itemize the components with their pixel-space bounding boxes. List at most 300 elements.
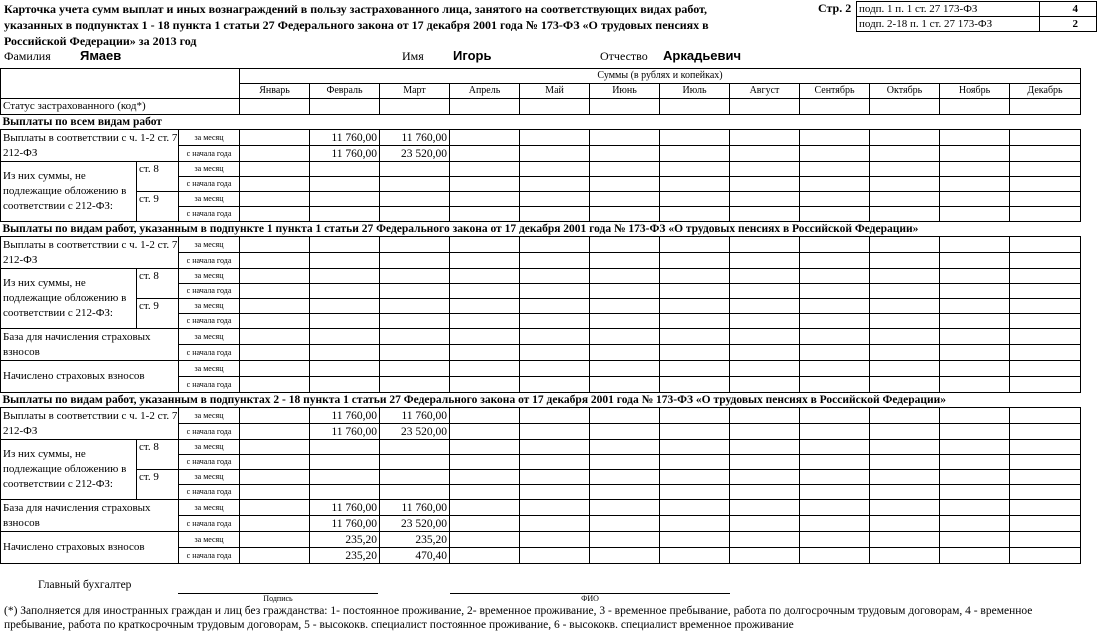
sub-month: за месяц xyxy=(179,500,240,516)
amount-cell xyxy=(450,500,520,516)
amount-cell xyxy=(240,470,310,485)
amount-cell xyxy=(940,440,1010,455)
amount-cell xyxy=(520,146,590,162)
section-title: Выплаты по всем видам работ xyxy=(1,115,1081,130)
amount-cell xyxy=(870,130,940,146)
amount-cell xyxy=(450,424,520,440)
amount-cell xyxy=(1010,237,1081,253)
amount-cell xyxy=(870,269,940,284)
amount-cell xyxy=(450,516,520,532)
amount-cell xyxy=(590,237,660,253)
amount-cell xyxy=(240,548,310,564)
amount-cell xyxy=(870,455,940,470)
amount-cell xyxy=(240,516,310,532)
name-label: Имя xyxy=(402,49,424,63)
sub-ytd: с начала года xyxy=(179,516,240,532)
amount-cell xyxy=(380,314,450,329)
amount-cell xyxy=(590,162,660,177)
amount-cell xyxy=(870,548,940,564)
amount-cell: 11 760,00 xyxy=(310,408,380,424)
amount-cell xyxy=(520,177,590,192)
table-row xyxy=(1,500,1081,516)
amount-cell xyxy=(380,284,450,299)
amount-cell: 23 520,00 xyxy=(380,516,450,532)
amount-cell xyxy=(1010,548,1081,564)
amount-cell xyxy=(800,192,870,207)
table-row xyxy=(1,361,1081,377)
amount-cell xyxy=(1010,345,1081,361)
amount-cell xyxy=(450,253,520,269)
amount-cell xyxy=(730,99,800,115)
amount-cell xyxy=(800,207,870,222)
table-row xyxy=(1,222,1081,237)
table-row xyxy=(1,162,1081,177)
sub-month: за месяц xyxy=(179,329,240,345)
amount-cell xyxy=(590,345,660,361)
amount-cell xyxy=(870,177,940,192)
amount-cell xyxy=(940,314,1010,329)
amount-cell xyxy=(940,455,1010,470)
amount-cell xyxy=(590,329,660,345)
st8-label: ст. 8 xyxy=(137,440,179,470)
table-row xyxy=(1,69,1081,84)
amount-cell xyxy=(940,532,1010,548)
amount-cell xyxy=(800,177,870,192)
amount-cell: 11 760,00 xyxy=(310,516,380,532)
amount-cell xyxy=(240,146,310,162)
amount-cell xyxy=(800,345,870,361)
amount-cell xyxy=(520,237,590,253)
amount-cell xyxy=(940,192,1010,207)
amount-cell xyxy=(380,440,450,455)
amount-cell xyxy=(1010,146,1081,162)
month-header: Декабрь xyxy=(1010,84,1081,99)
sub-month: за месяц xyxy=(179,237,240,253)
amount-cell xyxy=(240,329,310,345)
amount-cell: 11 760,00 xyxy=(380,130,450,146)
amount-cell xyxy=(520,314,590,329)
amount-cell xyxy=(590,361,660,377)
amount-cell xyxy=(450,314,520,329)
amount-cell xyxy=(450,162,520,177)
table-row xyxy=(1,329,1081,345)
amount-cell xyxy=(940,470,1010,485)
amount-cell xyxy=(520,192,590,207)
amount-cell xyxy=(1010,361,1081,377)
amount-cell xyxy=(940,548,1010,564)
amount-cell xyxy=(520,130,590,146)
amount-cell xyxy=(240,485,310,500)
amount-cell xyxy=(240,532,310,548)
amount-cell xyxy=(940,424,1010,440)
amount-cell xyxy=(730,329,800,345)
amount-cell xyxy=(590,408,660,424)
amount-cell xyxy=(800,455,870,470)
month-header: Июль xyxy=(660,84,730,99)
amount-cell xyxy=(310,455,380,470)
amount-cell: 23 520,00 xyxy=(380,424,450,440)
amount-cell xyxy=(240,440,310,455)
amount-cell xyxy=(730,177,800,192)
amount-cell xyxy=(590,500,660,516)
amount-cell xyxy=(240,500,310,516)
amount-cell xyxy=(450,329,520,345)
month-header: Август xyxy=(730,84,800,99)
exempt-label: Из них суммы, не подлежащие обложению в соответствии с 212-ФЗ: xyxy=(1,269,137,329)
amount-cell xyxy=(310,485,380,500)
amount-cell xyxy=(310,329,380,345)
article-reference-table xyxy=(856,1,1097,32)
amount-cell xyxy=(1010,162,1081,177)
amount-cell xyxy=(450,455,520,470)
amount-cell xyxy=(940,284,1010,299)
amount-cell xyxy=(800,470,870,485)
amount-cell xyxy=(450,532,520,548)
amount-cell xyxy=(590,485,660,500)
amount-cell xyxy=(240,377,310,393)
amount-cell xyxy=(660,361,730,377)
amount-cell xyxy=(730,253,800,269)
amount-cell xyxy=(590,269,660,284)
sub-month: за месяц xyxy=(179,192,240,207)
amount-cell: 11 760,00 xyxy=(310,500,380,516)
amount-cell xyxy=(800,299,870,314)
sub-ytd: с начала года xyxy=(179,424,240,440)
amount-cell xyxy=(870,299,940,314)
sub-month: за месяц xyxy=(179,361,240,377)
table-row xyxy=(1,115,1081,130)
amount-cell xyxy=(450,470,520,485)
sub-ytd: с начала года xyxy=(179,146,240,162)
amount-cell xyxy=(940,299,1010,314)
amount-cell xyxy=(240,361,310,377)
amount-cell xyxy=(1010,269,1081,284)
amount-cell xyxy=(940,500,1010,516)
amount-cell: 23 520,00 xyxy=(380,146,450,162)
amount-cell xyxy=(660,455,730,470)
amount-cell: 470,40 xyxy=(380,548,450,564)
sub-month: за месяц xyxy=(179,440,240,455)
amount-cell xyxy=(870,377,940,393)
page-number-label: Стр. 2 xyxy=(818,1,852,15)
amount-cell xyxy=(730,361,800,377)
amount-cell xyxy=(870,284,940,299)
amount-cell xyxy=(730,377,800,393)
amount-cell xyxy=(730,345,800,361)
st9-label: ст. 9 xyxy=(137,192,179,222)
amount-cell xyxy=(940,345,1010,361)
amount-cell xyxy=(660,299,730,314)
amount-cell: 11 760,00 xyxy=(380,408,450,424)
amount-cell xyxy=(590,424,660,440)
amount-cell xyxy=(940,377,1010,393)
amount-cell xyxy=(240,130,310,146)
amount-cell xyxy=(660,207,730,222)
amount-cell xyxy=(380,99,450,115)
amount-cell xyxy=(590,207,660,222)
amount-cell xyxy=(520,284,590,299)
table-row xyxy=(1,99,1081,115)
amount-cell xyxy=(1010,424,1081,440)
amount-cell xyxy=(380,361,450,377)
patronymic-label: Отчество xyxy=(600,49,648,63)
amount-cell xyxy=(450,146,520,162)
amount-cell: 235,20 xyxy=(310,532,380,548)
amount-cell xyxy=(1010,99,1081,115)
amount-cell xyxy=(520,424,590,440)
amount-cell xyxy=(870,207,940,222)
amount-cell xyxy=(240,207,310,222)
sub-ytd: с начала года xyxy=(179,548,240,564)
sub-month: за месяц xyxy=(179,408,240,424)
amount-cell xyxy=(1010,516,1081,532)
amount-cell xyxy=(590,99,660,115)
amount-cell xyxy=(590,177,660,192)
amount-cell xyxy=(450,361,520,377)
amount-cell xyxy=(590,470,660,485)
amount-cell xyxy=(590,455,660,470)
amount-cell xyxy=(800,424,870,440)
amount-cell xyxy=(940,177,1010,192)
sub-ytd: с начала года xyxy=(179,314,240,329)
amount-cell xyxy=(800,516,870,532)
amount-cell xyxy=(940,130,1010,146)
payments-label: Выплаты в соответствии с ч. 1-2 ст. 7 212-ФЗ xyxy=(1,130,179,162)
amount-cell xyxy=(310,470,380,485)
amount-cell xyxy=(660,548,730,564)
amount-cell xyxy=(590,192,660,207)
amount-cell xyxy=(240,408,310,424)
sub-ytd: с начала года xyxy=(179,377,240,393)
amount-cell xyxy=(730,440,800,455)
amount-cell xyxy=(380,207,450,222)
amount-cell xyxy=(800,500,870,516)
amount-cell xyxy=(310,269,380,284)
amount-cell xyxy=(450,299,520,314)
amount-cell xyxy=(730,269,800,284)
sub-ytd: с начала года xyxy=(179,455,240,470)
amount-cell xyxy=(520,162,590,177)
amount-cell xyxy=(520,361,590,377)
sub-month: за месяц xyxy=(179,130,240,146)
sub-month: за месяц xyxy=(179,470,240,485)
amount-cell xyxy=(310,299,380,314)
amount-cell xyxy=(800,237,870,253)
amount-cell xyxy=(310,253,380,269)
amount-cell xyxy=(590,253,660,269)
table-row xyxy=(1,130,1081,146)
base-label: База для начисления страховых взносов xyxy=(1,329,179,361)
surname-label: Фамилия xyxy=(4,49,51,63)
amount-cell xyxy=(380,345,450,361)
st8-label: ст. 8 xyxy=(137,162,179,192)
footnote: (*) Заполняется для иностранных граждан и лиц без гражданства: 1- постоянное проживание, 2- временное проживание, 3 - временное пребывание, работа по долгосрочным трудовым договорам, 4 - временное пребывание, работа по краткосрочным трудовым договорам, 5 - высококв. специалист постоянное проживание, 6 - высококв. специалист временное проживание xyxy=(4,605,1033,631)
amount-cell xyxy=(660,329,730,345)
sub-month: за месяц xyxy=(179,532,240,548)
amount-cell xyxy=(730,130,800,146)
amount-cell xyxy=(450,440,520,455)
amount-cell xyxy=(660,146,730,162)
table-row xyxy=(1,192,1081,207)
amount-cell xyxy=(1010,532,1081,548)
month-header: Февраль xyxy=(310,84,380,99)
amount-cell xyxy=(940,485,1010,500)
amount-cell xyxy=(870,424,940,440)
amount-cell xyxy=(940,99,1010,115)
sub-month: за месяц xyxy=(179,269,240,284)
amount-cell xyxy=(520,345,590,361)
amount-cell xyxy=(240,162,310,177)
amount-cell xyxy=(730,314,800,329)
amount-cell xyxy=(380,253,450,269)
amount-cell xyxy=(310,237,380,253)
payments-table xyxy=(0,68,1081,564)
amount-cell xyxy=(1010,207,1081,222)
amount-cell xyxy=(520,207,590,222)
card-title: Карточка учета сумм выплат и иных вознаграждений в пользу застрахованного лица, занятого на соответствующих видах работ, указанных в подпунктах 1 - 18 пункта 1 статьи 27 Федерального закона от 17 декабря 2001 года № 173-ФЗ «О трудовых пенсиях в Российской Федерации» за 2013 год xyxy=(4,2,709,48)
amount-cell xyxy=(870,99,940,115)
amount-cell xyxy=(940,269,1010,284)
amount-cell xyxy=(870,470,940,485)
amount-cell xyxy=(1010,192,1081,207)
amount-cell xyxy=(520,299,590,314)
amount-cell xyxy=(310,192,380,207)
amount-cell xyxy=(800,361,870,377)
amount-cell: 235,20 xyxy=(380,532,450,548)
sums-caption: Суммы (в рублях и копейках) xyxy=(240,69,1081,84)
amount-cell xyxy=(520,470,590,485)
amount-cell xyxy=(310,361,380,377)
amount-cell xyxy=(310,162,380,177)
amount-cell xyxy=(310,284,380,299)
amount-cell xyxy=(240,192,310,207)
amount-cell xyxy=(240,345,310,361)
table-row xyxy=(1,237,1081,253)
amount-cell xyxy=(660,314,730,329)
patronymic-value: Аркадьевич xyxy=(663,48,742,63)
st9-label: ст. 9 xyxy=(137,299,179,329)
table-row xyxy=(1,299,1081,314)
accrued-label: Начислено страховых взносов xyxy=(1,361,179,393)
status-label: Статус застрахованного (код*) xyxy=(1,99,240,115)
amount-cell xyxy=(380,485,450,500)
amount-cell xyxy=(590,299,660,314)
amount-cell xyxy=(660,130,730,146)
amount-cell xyxy=(660,269,730,284)
amount-cell xyxy=(730,162,800,177)
amount-cell xyxy=(940,408,1010,424)
amount-cell xyxy=(450,130,520,146)
amount-cell xyxy=(870,253,940,269)
chief-accountant-label: Главный бухгалтер xyxy=(38,579,132,591)
surname-value: Ямаев xyxy=(80,48,122,63)
st8-label: ст. 8 xyxy=(137,269,179,299)
amount-cell: 11 760,00 xyxy=(380,500,450,516)
amount-cell xyxy=(380,377,450,393)
sub-ytd: с начала года xyxy=(179,253,240,269)
month-header: Сентябрь xyxy=(800,84,870,99)
amount-cell xyxy=(870,485,940,500)
amount-cell xyxy=(450,177,520,192)
amount-cell xyxy=(520,329,590,345)
amount-cell: 11 760,00 xyxy=(310,146,380,162)
month-header: Апрель xyxy=(450,84,520,99)
amount-cell xyxy=(310,377,380,393)
amount-cell xyxy=(1010,408,1081,424)
amount-cell xyxy=(380,162,450,177)
sub-month: за месяц xyxy=(179,162,240,177)
sub-month: за месяц xyxy=(179,299,240,314)
sub-ytd: с начала года xyxy=(179,177,240,192)
amount-cell: 11 760,00 xyxy=(310,424,380,440)
month-header: Январь xyxy=(240,84,310,99)
amount-cell xyxy=(520,455,590,470)
amount-cell xyxy=(870,532,940,548)
amount-cell xyxy=(870,361,940,377)
month-header: Март xyxy=(380,84,450,99)
amount-cell xyxy=(450,408,520,424)
amount-cell xyxy=(730,548,800,564)
amount-cell xyxy=(730,192,800,207)
section-title: Выплаты по видам работ, указанным в подпунктах 2 - 18 пункта 1 статьи 27 Федерального закона от 17 декабря 2001 года № 173-ФЗ «О трудовых пенсиях в Российской Федерации» xyxy=(1,393,1081,408)
amount-cell xyxy=(660,284,730,299)
amount-cell xyxy=(450,269,520,284)
amount-cell xyxy=(730,485,800,500)
ref-label-1: подп. 1 п. 1 ст. 27 173-ФЗ xyxy=(857,2,1040,17)
amount-cell xyxy=(730,424,800,440)
amount-cell xyxy=(660,192,730,207)
month-header: Май xyxy=(520,84,590,99)
amount-cell xyxy=(800,284,870,299)
amount-cell xyxy=(450,192,520,207)
amount-cell xyxy=(520,440,590,455)
table-row xyxy=(1,408,1081,424)
amount-cell xyxy=(730,455,800,470)
table-row xyxy=(1,470,1081,485)
amount-cell xyxy=(800,548,870,564)
st9-label: ст. 9 xyxy=(137,470,179,500)
amount-cell xyxy=(450,284,520,299)
amount-cell xyxy=(660,99,730,115)
amount-cell xyxy=(660,516,730,532)
amount-cell xyxy=(520,253,590,269)
amount-cell xyxy=(520,532,590,548)
amount-cell xyxy=(1010,377,1081,393)
amount-cell xyxy=(660,162,730,177)
amount-cell xyxy=(240,177,310,192)
amount-cell xyxy=(660,177,730,192)
amount-cell xyxy=(1010,470,1081,485)
amount-cell xyxy=(800,532,870,548)
amount-cell xyxy=(800,146,870,162)
amount-cell xyxy=(380,299,450,314)
amount-cell xyxy=(940,516,1010,532)
amount-cell xyxy=(730,299,800,314)
amount-cell xyxy=(870,329,940,345)
amount-cell xyxy=(660,345,730,361)
amount-cell xyxy=(1010,177,1081,192)
amount-cell xyxy=(240,237,310,253)
exempt-label: Из них суммы, не подлежащие обложению в соответствии с 212-ФЗ: xyxy=(1,440,137,500)
amount-cell xyxy=(660,532,730,548)
amount-cell xyxy=(380,470,450,485)
amount-cell xyxy=(590,532,660,548)
amount-cell xyxy=(1010,253,1081,269)
amount-cell xyxy=(310,345,380,361)
amount-cell xyxy=(380,237,450,253)
name-value: Игорь xyxy=(453,48,492,63)
amount-cell xyxy=(940,361,1010,377)
